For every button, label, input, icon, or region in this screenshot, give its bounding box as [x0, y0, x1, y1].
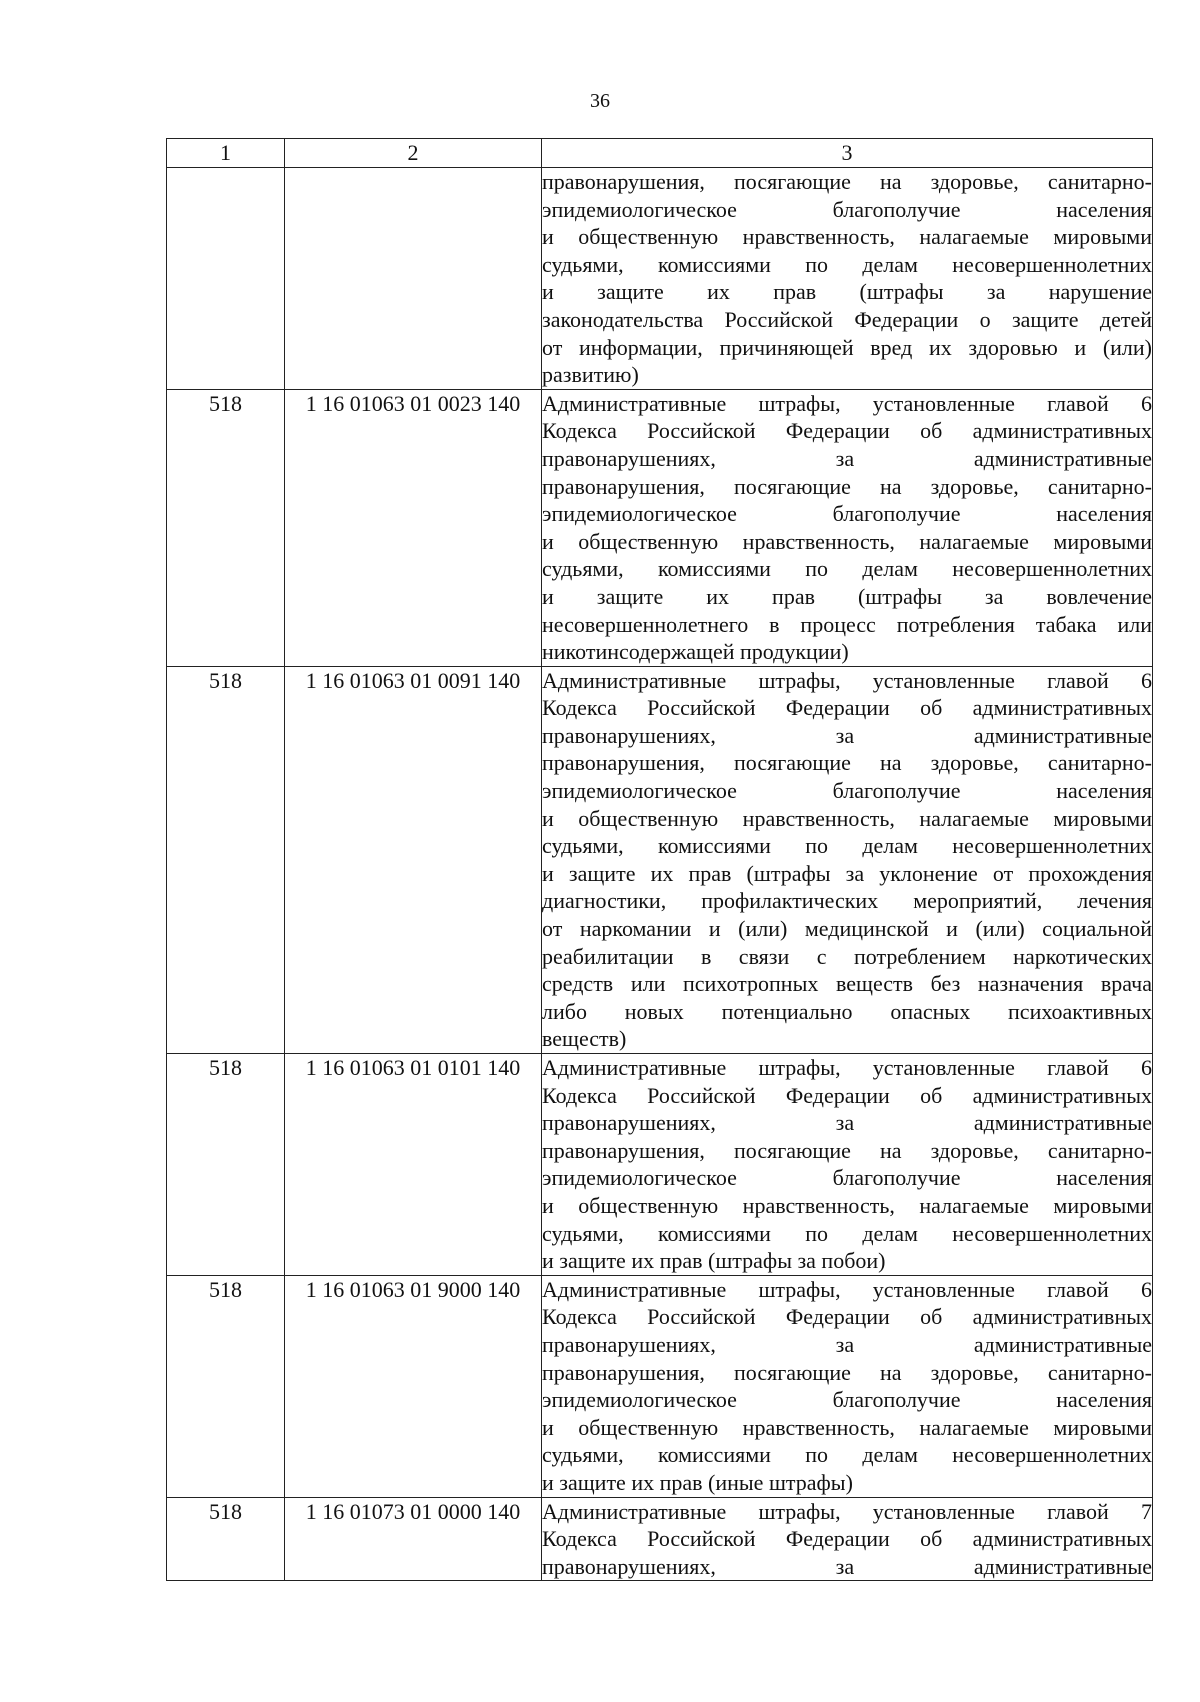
description-line: правонарушениях, за административные — [542, 445, 1152, 471]
description-line: Административные штрафы, установленные главой 6 — [542, 390, 1152, 416]
description-cell — [542, 168, 1153, 390]
budget-code-cell: 1 16 01073 01 0000 140 — [285, 1497, 542, 1581]
description-line: и общественную нравственность, налагаемые мировыми — [542, 1192, 1152, 1218]
description-line: судьями, комиссиями по делам несовершеннолетних — [542, 1442, 1152, 1468]
description-cell — [542, 389, 1153, 666]
description-line: правонарушениях, за административные — [542, 1110, 1152, 1136]
budget-code-cell — [285, 168, 542, 390]
admin-code-cell: 518 — [167, 389, 285, 666]
description-line: Кодекса Российской Федерации об административных — [542, 1304, 1152, 1330]
description-line: диагностики, профилактических мероприятий, лечения — [542, 888, 1152, 914]
table-body — [167, 168, 1153, 1581]
admin-code-cell: 518 — [167, 1054, 285, 1276]
description-line: от наркомании и (или) медицинской и (или) социальной — [542, 916, 1152, 942]
description-line: и защите их прав (штрафы за побои) — [542, 1248, 886, 1274]
table-row — [167, 1497, 1153, 1581]
table-row — [167, 666, 1153, 1053]
budget-code-cell: 1 16 01063 01 0101 140 — [285, 1054, 542, 1276]
description-line: несовершеннолетнего в процесс потребления табака или — [542, 611, 1152, 637]
description-line: и защите их прав (штрафы за вовлечение — [542, 583, 1152, 609]
description-line: правонарушениях, за административные — [542, 1553, 1152, 1579]
description-line: эпидемиологическое благополучие населения — [542, 501, 1152, 527]
description-line: правонарушениях, за административные — [542, 1331, 1152, 1357]
description-line: и защите их прав (штрафы за нарушение — [542, 279, 1152, 305]
description-cell — [542, 1275, 1153, 1497]
admin-code-cell: 518 — [167, 666, 285, 1053]
column-header-2: 2 — [285, 139, 542, 168]
description-line: Административные штрафы, установленные главой 6 — [542, 1276, 1152, 1302]
budget-codes-table — [166, 138, 1153, 1581]
admin-code-cell: 518 — [167, 1497, 285, 1581]
description-line: Кодекса Российской Федерации об административных — [542, 1526, 1152, 1552]
description-line: судьями, комиссиями по делам несовершеннолетних — [542, 556, 1152, 582]
description-line: никотинсодержащей продукции) — [542, 639, 849, 665]
page-number: 36 — [590, 90, 610, 112]
description-line: и общественную нравственность, налагаемые мировыми — [542, 224, 1152, 250]
description-line: судьями, комиссиями по делам несовершеннолетних — [542, 833, 1152, 859]
description-line: правонарушения, посягающие на здоровье, санитарно- — [542, 750, 1152, 776]
description-line: развитию) — [542, 362, 639, 388]
description-line: эпидемиологическое благополучие населения — [542, 778, 1152, 804]
table-row — [167, 389, 1153, 666]
description-line: эпидемиологическое благополучие населения — [542, 1165, 1152, 1191]
table-row — [167, 168, 1153, 390]
column-header-3: 3 — [542, 139, 1153, 168]
description-line: и общественную нравственность, налагаемые мировыми — [542, 1414, 1152, 1440]
description-line: судьями, комиссиями по делам несовершеннолетних — [542, 1220, 1152, 1246]
description-line: эпидемиологическое благополучие населения — [542, 1387, 1152, 1413]
admin-code-cell: 518 — [167, 1275, 285, 1497]
description-line: средств или психотропных веществ без назначения врача — [542, 971, 1152, 997]
description-cell — [542, 1497, 1153, 1581]
description-line: правонарушения, посягающие на здоровье, санитарно- — [542, 1137, 1152, 1163]
description-line: судьями, комиссиями по делам несовершеннолетних — [542, 251, 1152, 277]
description-line: веществ) — [542, 1026, 627, 1052]
description-line: Административные штрафы, установленные главой 7 — [542, 1498, 1152, 1524]
description-line: правонарушения, посягающие на здоровье, санитарно- — [542, 473, 1152, 499]
description-line: и общественную нравственность, налагаемые мировыми — [542, 528, 1152, 554]
budget-code-cell: 1 16 01063 01 0023 140 — [285, 389, 542, 666]
description-cell — [542, 666, 1153, 1053]
description-line: и общественную нравственность, налагаемые мировыми — [542, 805, 1152, 831]
description-line: законодательства Российской Федерации о защите детей — [542, 306, 1152, 332]
description-line: Административные штрафы, установленные главой 6 — [542, 667, 1152, 693]
description-line: Административные штрафы, установленные главой 6 — [542, 1055, 1152, 1080]
description-line: правонарушения, посягающие на здоровье, санитарно- — [542, 169, 1152, 194]
description-line: Кодекса Российской Федерации об административных — [542, 1082, 1152, 1108]
table-header-row — [167, 139, 1153, 168]
description-line: от информации, причиняющей вред их здоровью и (или) — [542, 334, 1152, 360]
description-line: и защите их прав (иные штрафы) — [542, 1469, 853, 1495]
table-row — [167, 1054, 1153, 1276]
description-line: Кодекса Российской Федерации об административных — [542, 695, 1152, 721]
column-header-1: 1 — [167, 139, 285, 168]
admin-code-cell — [167, 168, 285, 390]
budget-code-cell: 1 16 01063 01 0091 140 — [285, 666, 542, 1053]
table-row — [167, 1275, 1153, 1497]
description-line: и защите их прав (штрафы за уклонение от прохождения — [542, 860, 1152, 886]
description-line: эпидемиологическое благополучие населения — [542, 196, 1152, 222]
description-line: правонарушения, посягающие на здоровье, санитарно- — [542, 1359, 1152, 1385]
description-cell — [542, 1054, 1153, 1276]
description-line: реабилитации в связи с потреблением наркотических — [542, 943, 1152, 969]
description-line: Кодекса Российской Федерации об административных — [542, 418, 1152, 444]
description-line: либо новых потенциально опасных психоактивных — [542, 998, 1152, 1024]
budget-code-cell: 1 16 01063 01 9000 140 — [285, 1275, 542, 1497]
description-line: правонарушениях, за административные — [542, 722, 1152, 748]
